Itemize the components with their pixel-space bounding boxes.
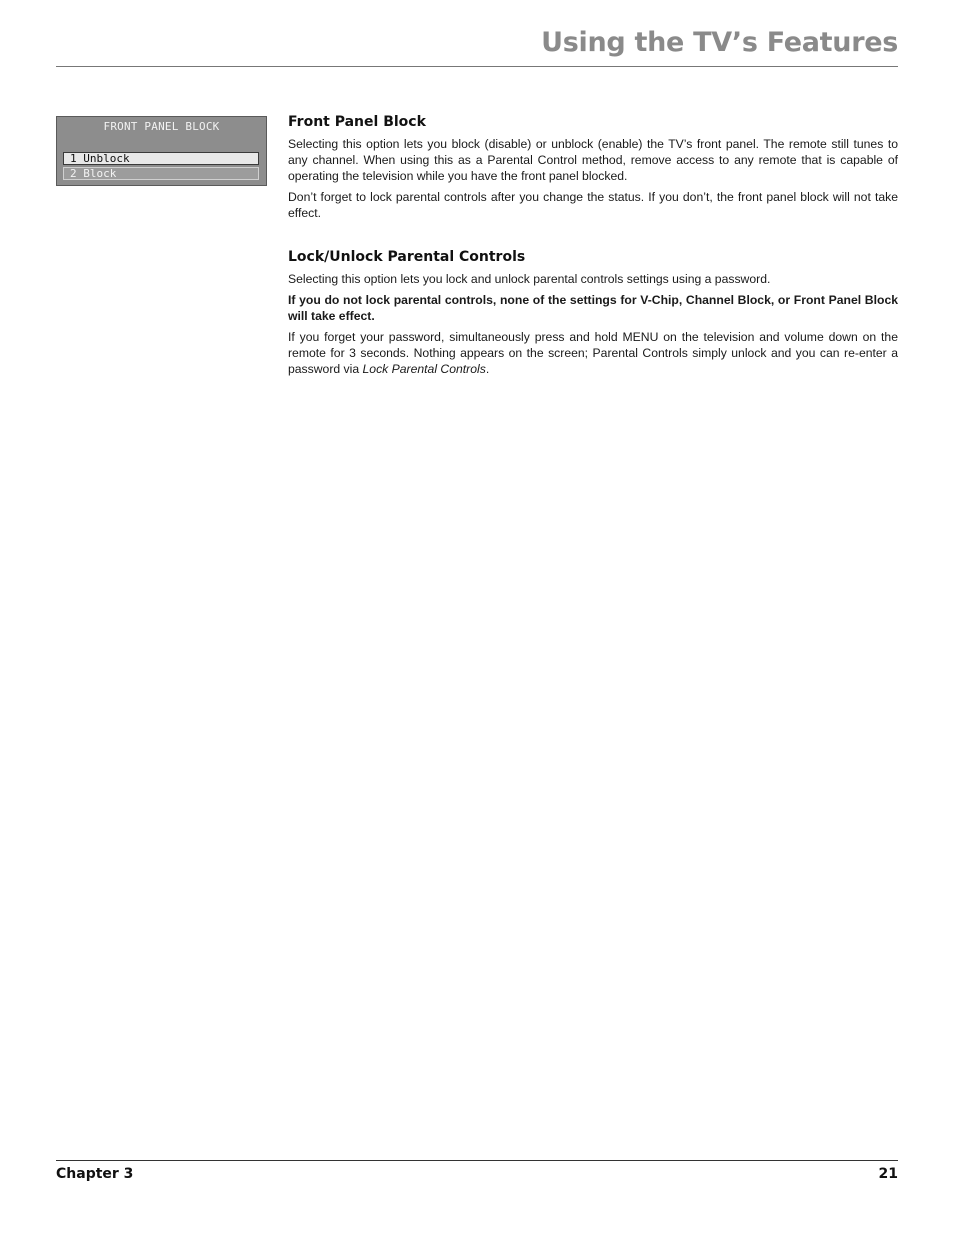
paragraph <box>288 329 898 377</box>
front-panel-block-menu-screenshot <box>56 116 267 186</box>
header-divider <box>56 66 898 67</box>
footer-chapter: Chapter 3 <box>56 1166 134 1182</box>
paragraph: Don’t forget to lock parental controls after you change the status. If you don’t, the front panel block will not take effect. <box>288 190 898 220</box>
page-number: 21 <box>878 1166 898 1182</box>
section-lock-unlock-parental-controls <box>288 249 898 377</box>
warning-paragraph: If you do not lock parental controls, none of the settings for V-Chip, Channel Block, or Front Panel Block will take effect. <box>288 293 898 323</box>
main-content <box>288 114 898 382</box>
menu-item-unblock: 1 Unblock <box>63 152 259 165</box>
menu-item-block: 2 Block <box>63 167 259 180</box>
page-title: Using the TV’s Features <box>541 27 898 58</box>
paragraph: Selecting this option lets you lock and unlock parental controls settings using a password. <box>288 272 771 286</box>
menu-title: FRONT PANEL BLOCK <box>103 120 220 133</box>
paragraph-text-end: . <box>485 362 490 376</box>
section-front-panel-block <box>288 114 898 221</box>
paragraph-text: If you forget your password, simultaneously press and hold MENU on the television and volume down on the remote for 3 seconds. Nothing appears on the screen; Parental Controls simply unlock and you can re-enter a password via <box>288 330 898 376</box>
footer-divider <box>56 1160 898 1161</box>
paragraph: Selecting this option lets you block (disable) or unblock (enable) the TV’s front panel. The remote still tunes to any channel. When using this as a Parental Control method, remove access to any remote that is capable of operating the television while you have the front panel blocked. <box>288 137 898 183</box>
section-heading: Front Panel Block <box>288 114 426 130</box>
menu-reference: Lock Parental Controls <box>362 362 486 376</box>
section-heading: Lock/Unlock Parental Controls <box>288 249 526 265</box>
